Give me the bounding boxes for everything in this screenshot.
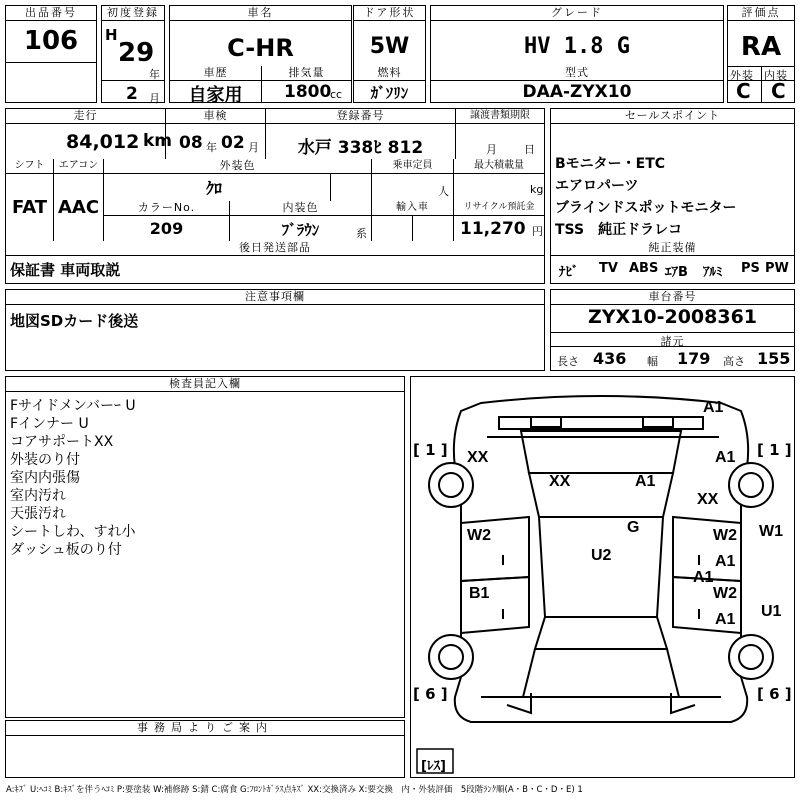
chassis-number: ZYX10-2008361: [587, 306, 758, 328]
inspection-label: 車検: [166, 109, 265, 124]
tire-rear-right: [ 6 ]: [757, 685, 792, 703]
equipment-airbag: ｴｱB: [665, 265, 688, 280]
transfer-deadline-label: 譲渡書類期限: [456, 109, 544, 124]
fuel-label: 燃料: [354, 66, 425, 81]
exterior-color-label: 外装色: [104, 159, 371, 174]
equipment-ps: PS: [741, 261, 760, 276]
inspection-year-unit: 年: [206, 141, 217, 154]
notes-text: 地図SDカード後送: [10, 312, 139, 330]
grade: HV 1.8 G: [524, 34, 630, 59]
damage-windshield: G: [627, 519, 640, 536]
capacity-label: 乗車定員: [372, 159, 453, 174]
ac: AAC: [57, 197, 100, 218]
sales-points-label: セールスポイント: [551, 109, 794, 124]
fuel: ｶﾞｿﾘﾝ: [370, 84, 409, 102]
damage-front-bumper: A1: [703, 399, 724, 416]
inspector-label: 検査員記入欄: [6, 377, 404, 392]
registration-label: 登録番号: [266, 109, 455, 124]
mileage-unit: km: [143, 131, 173, 151]
spare-tire: [ﾚｽ]: [421, 759, 446, 774]
damage-left-rear-door: B1: [469, 585, 490, 602]
lot-number: 106: [23, 26, 79, 56]
equipment-abs: ABS: [629, 261, 659, 276]
damage-right-front-corner: XX: [697, 491, 719, 508]
interior-label: 内装: [764, 69, 788, 82]
grade-label: グレード: [431, 6, 723, 21]
sales-points-box: [550, 108, 795, 284]
displacement-label: 排気量: [262, 66, 351, 81]
tire-front-left: [ 1 ]: [413, 441, 448, 459]
month-unit: 月: [149, 92, 160, 105]
ac-label: エアコン: [54, 159, 103, 174]
inspector-line: 天張汚れ: [10, 506, 66, 522]
color-no: 209: [149, 219, 184, 238]
color-no-label: カラーNo.: [104, 201, 229, 216]
tire-front-right: [ 1 ]: [757, 441, 792, 459]
chassis-box: [550, 289, 795, 371]
inspector-line: ダッシュ板のり付: [10, 542, 122, 558]
lot-number-label: 出品番号: [6, 6, 96, 21]
shift: FAT: [11, 197, 48, 218]
inspector-line: Fインナー U: [10, 416, 89, 432]
recycle-fee: 11,270: [460, 219, 526, 239]
max-load-label: 最大積載量: [454, 159, 544, 174]
damage-left-front-door: W2: [467, 527, 491, 544]
inspector-line: 室内汚れ: [10, 488, 66, 504]
tire-rear-left: [ 6 ]: [413, 685, 448, 703]
damage-right-rear-door-a: W2: [713, 585, 737, 602]
reg-year: 29: [118, 38, 155, 68]
door-box: [353, 5, 426, 103]
sales-point-line: エアロパーツ: [555, 178, 639, 194]
damage-right-pillar: A1: [693, 569, 714, 586]
lot-number-box: [5, 5, 97, 103]
equipment-pw: PW: [765, 261, 789, 276]
capacity-unit: 人: [438, 185, 449, 198]
height: 155: [757, 349, 791, 368]
damage-right-front-fender: A1: [715, 449, 736, 466]
interior-score: C: [771, 79, 786, 103]
damage-right-rear-door-b: A1: [715, 611, 736, 628]
inspector-line: 室内内張傷: [10, 470, 80, 486]
width: 179: [677, 349, 711, 368]
inspector-line: コアサポートXX: [10, 434, 114, 450]
score: RA: [740, 32, 782, 62]
import-label: 輸入車: [372, 201, 453, 216]
damage-right-step-front: W1: [759, 523, 783, 540]
recycle-unit: 円: [532, 225, 543, 238]
displacement-unit: cc: [330, 88, 343, 101]
interior-color-unit: 系: [356, 227, 367, 240]
model-name: C-HR: [227, 34, 294, 62]
history: 自家用: [188, 85, 243, 106]
height-label: 高さ: [723, 355, 745, 368]
type: DAA-ZYX10: [522, 82, 632, 102]
reg-month: 2: [126, 84, 138, 104]
first-registration-box: [101, 5, 165, 103]
door-label: ドア形状: [354, 6, 425, 21]
equipment-navi: ﾅﾋﾞ: [559, 265, 579, 280]
equipment-label: 純正装備: [551, 241, 794, 256]
year-unit: 年: [149, 68, 160, 81]
equipment-alloy: ｱﾙﾐ: [703, 265, 723, 280]
width-label: 幅: [647, 355, 658, 368]
inspector-line: シートしわ、すれ小: [10, 524, 136, 540]
registration-number: 水戸 338ﾋ 812: [297, 138, 424, 158]
sales-point-line: TSS 純正ドラレコ: [555, 222, 683, 238]
inspector-line: Fサイドメンバーｰ U: [10, 398, 136, 414]
damage-right-step-rear: U1: [761, 603, 782, 620]
sales-point-line: Bモニター・ETC: [555, 156, 666, 172]
door-type: 5W: [369, 34, 410, 59]
transfer-day-unit: 日: [524, 143, 535, 156]
inspection-month-unit: 月: [248, 141, 259, 154]
damage-hood-left: XX: [549, 473, 571, 490]
spec-label: 諸元: [660, 335, 685, 348]
inspector-box: [5, 376, 405, 718]
era: H: [105, 26, 118, 44]
later-parts: 保証書 車両取説: [10, 261, 121, 279]
car-diagram-box: [410, 376, 795, 778]
legend: A:ｷｽﾞ U:ﾍｺﾐ B:ｷｽﾞを伴うﾍｺﾐ P:要塗装 W:補修跡 S:錆 C:腐食 G:ﾌﾛﾝﾄｶﾞﾗｽ点ｷｽﾞ XX:交換済み X:要交換 内・外装評価 5段階ﾗﾝｸ順(A・B・C・D・E) 1: [6, 785, 583, 795]
inspector-line: 外装のり付: [10, 452, 80, 468]
exterior-label: 外装: [730, 69, 754, 82]
interior-color: ﾌﾞﾗｳﾝ: [281, 221, 320, 239]
type-label: 型式: [431, 66, 723, 81]
notes-box: [5, 289, 545, 371]
notes-label: 注意事項欄: [6, 290, 544, 305]
max-load-unit: kg: [530, 183, 544, 196]
interior-color-label: 内装色: [230, 201, 371, 216]
later-parts-label: 後日発送部品: [6, 241, 544, 256]
score-box: [727, 5, 795, 103]
grade-box: [430, 5, 724, 103]
mileage: 84,012: [66, 131, 140, 153]
damage-roof: U2: [591, 547, 612, 564]
damage-left-front-fender: XX: [467, 449, 489, 466]
recycle-label: リサイクル預託金: [454, 201, 544, 216]
damage-right-front-door-b: A1: [715, 553, 736, 570]
displacement: 1800: [284, 82, 332, 102]
model-label: 車名: [170, 6, 351, 21]
mileage-label: 走行: [6, 109, 165, 124]
history-label: 車歴: [170, 66, 261, 81]
inspection-year: 08: [179, 133, 203, 153]
score-label: 評価点: [728, 6, 794, 21]
shift-label: シフト: [6, 159, 53, 174]
car-diagram: [411, 377, 796, 779]
inspection-month: 02: [221, 133, 245, 153]
exterior-score: C: [736, 79, 751, 103]
damage-right-front-door-a: W2: [713, 527, 737, 544]
office-notice-box: [5, 720, 405, 778]
model-box: [169, 5, 352, 106]
length: 436: [593, 349, 627, 368]
length-label: 長さ: [557, 355, 579, 368]
transfer-month-unit: 月: [486, 143, 497, 156]
damage-hood-right: A1: [635, 473, 656, 490]
chassis-label: 車台番号: [551, 290, 794, 305]
first-reg-label: 初度登録: [102, 6, 164, 21]
vehicle-info-box: [5, 108, 545, 284]
exterior-color: ｸﾛ: [205, 179, 222, 198]
equipment-tv: TV: [599, 261, 618, 276]
office-notice-label: 事務局よりご案内: [6, 721, 404, 736]
sales-point-line: ブラインドスポットモニター: [555, 200, 737, 216]
